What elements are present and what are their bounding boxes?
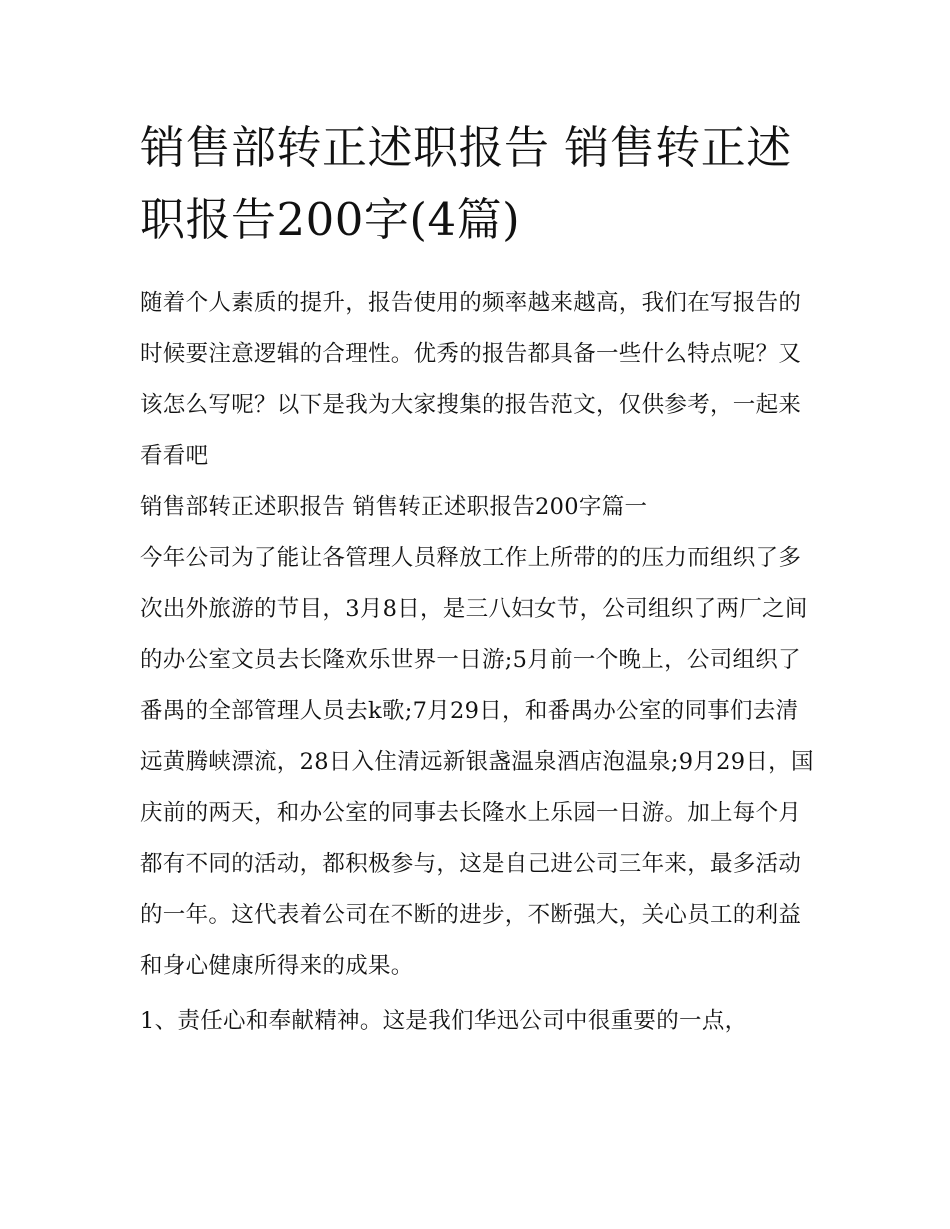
document-page (140, 112, 820, 1047)
section-heading: 销售部转正述职报告 销售转正述职报告200字篇一 (140, 494, 648, 520)
document-body (140, 278, 820, 1047)
body-paragraph: 今年公司为了能让各管理人员释放工作上所带的的压力而组织了多次出外旅游的节目，3月8日，是三八妇女节，公司组织了两厂之间的办公室文员去长隆欢乐世界一日游;5月前一个晚上，公司组织了番禺的全部管理人员去k歌;7月29日，和番禺办公室的同事们去清远黄腾峡漂流，28日入住清远新银盏温泉酒店泡温泉;9月29日，国庆前的两天，和办公室的同事去长隆水上乐园一日游。加上每个月都有不同的活动，都积极参与，这是自己进公司三年来，最多活动的一年。这代表着公司在不断的进步，不断强大，关心员工的利益和身心健康所得来的成果。 (140, 545, 814, 979)
intro-paragraph: 随着个人素质的提升，报告使用的频率越来越高，我们在写报告的时候要注意逻辑的合理性。优秀的报告都具备一些什么特点呢？又该怎么写呢？以下是我为大家搜集的报告范文，仅供参考，一起来看看吧 (140, 290, 802, 469)
list-item-paragraph: 1、责任心和奉献精神。这是我们华迅公司中很重要的一点， (140, 1008, 748, 1034)
document-title: 销售部转正述职报告 销售转正述职报告200字(4篇) (140, 121, 792, 246)
